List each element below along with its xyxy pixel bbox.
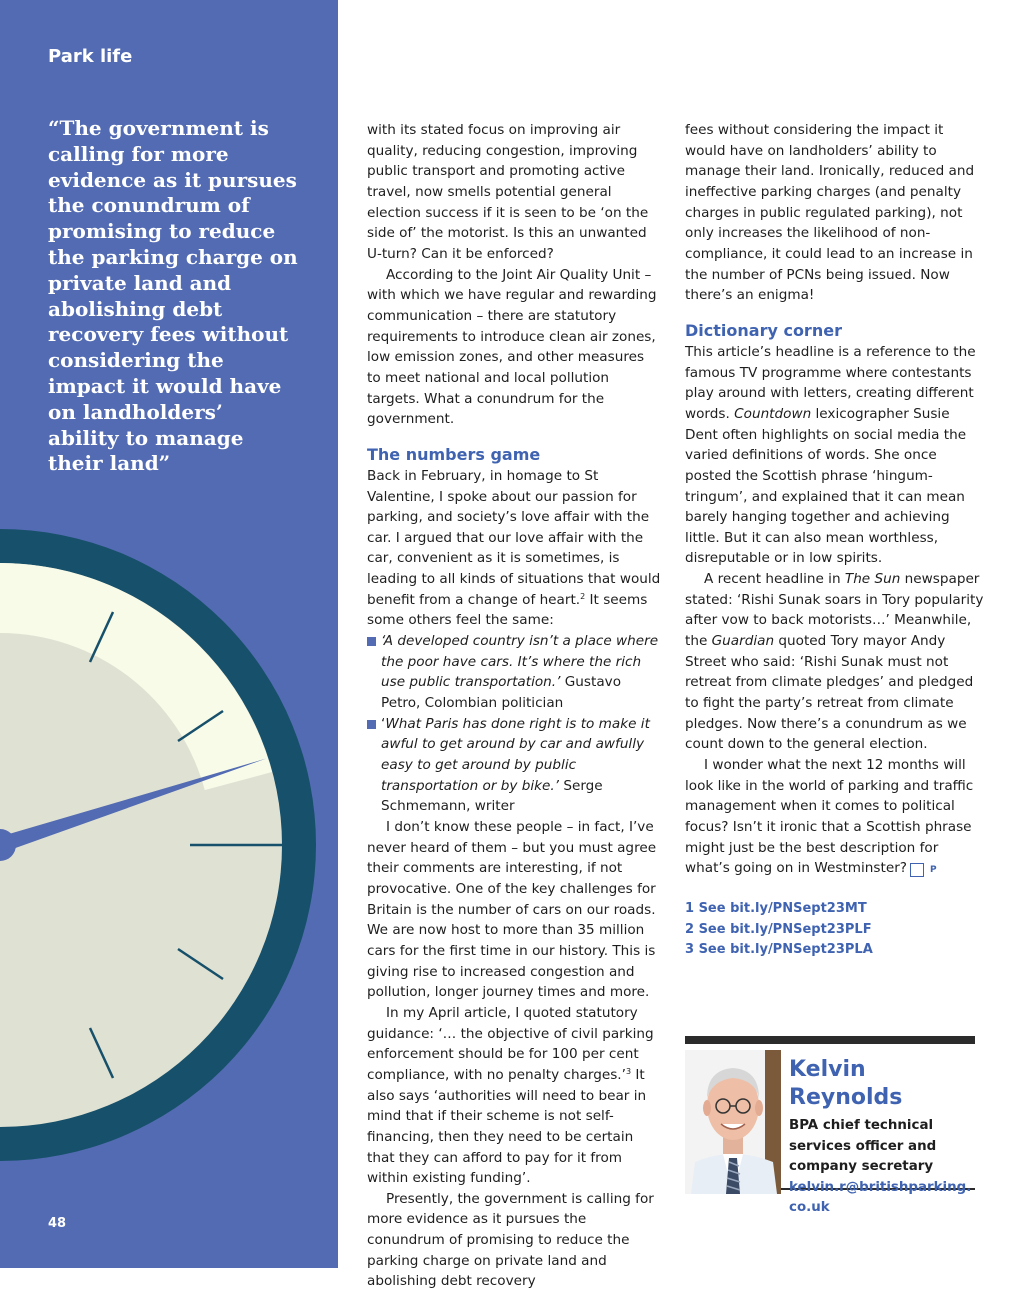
article-column-2 (685, 120, 985, 961)
article-column-1 (367, 120, 661, 1292)
sidebar-panel (0, 0, 338, 1268)
show-title: Countdown (734, 405, 812, 422)
publication-title: The Sun (844, 571, 901, 588)
footnote-prefix: 1 See (685, 900, 731, 916)
author-role: BPA chief technical services officer and company secretary (789, 1118, 937, 1175)
footnote-ref: 3 (625, 1066, 632, 1076)
footnote-prefix: 3 See (685, 942, 731, 958)
paragraph-text: In my April article, I quoted statutory guidance: ‘… the objective of civil parking enforcement should be for 100 per cent compliance, with no penalty charges.’ (367, 1004, 654, 1083)
footnote-prefix: 2 See (685, 921, 731, 937)
paragraph-text: I wonder what the next 12 months will look like in the world of parking and traffic management when it comes to political focus? Isn’t it ironic that a Scottish phrase might just be the best description for what’s going on in Westminster? (685, 757, 974, 877)
paragraph-text: quoted Tory mayor Andy Street who said: ‘Rishi Sunak must not retreat from climate pledges’ and pledged to fight the party’s retreat from climate pledges. Now there’s a conundrum as we count down to the general election. (685, 633, 974, 753)
subheading-numbers-game: The numbers game (367, 444, 541, 464)
paragraph: with its stated focus on improving air quality, reducing congestion, improving public transport and promoting active travel, now smells potential general election success if it is seen to be ‘on the side of’ the motorist. Is this an unwanted U-turn? Can it be enforced? (367, 122, 649, 262)
publication-title: Guardian (711, 633, 775, 650)
quote-attribution: Serge Schmemann, writer (381, 777, 603, 815)
author-name: Kelvin Reynolds (789, 1057, 903, 1110)
quote-open-mark: ‘ (381, 715, 386, 732)
paragraph (367, 1003, 661, 1189)
paragraph-text: A recent headline in (704, 571, 845, 588)
footnote-link[interactable]: bit.ly/PNSept23PLA (730, 942, 873, 958)
quote-text: What Paris has done right is to make it awful to get around by car and awfully easy to get around by public transportation or by bike.’ (381, 715, 650, 794)
paragraph (685, 342, 985, 569)
bullet-square-icon (367, 637, 376, 646)
paragraph-text: Back in February, in homage to St Valentine, I spoke about our passion for parking, and society’s love affair with the car. I argued that our love affair with the car, convenient as it is sometimes, is leading to all kinds of situations that would benefit from a change of heart. (367, 467, 661, 608)
author-photo (685, 1050, 781, 1194)
subheading-dictionary-corner: Dictionary corner (685, 320, 842, 340)
author-info (789, 1056, 979, 1219)
parking-end-icon: P (910, 863, 924, 877)
footnote-link[interactable]: bit.ly/PNSept23PLF (730, 921, 872, 937)
paragraph-text: newspaper stated: ‘Rishi Sunak soars in Tory popularity after vow to back motorists…’ Meanwhile, the (685, 571, 984, 650)
paragraph (685, 569, 985, 755)
paragraph: I don’t know these people – in fact, I’ve never heard of them – but you must agree their comments are interesting, if not provocative. One of the key challenges for Britain is the number of cars on our roads. We are now host to more than 35 million cars for the first time in our history. This is giving rise to increased congestion and pollution, longer journey times and more. (367, 819, 657, 1001)
bullet-item (367, 714, 661, 817)
paragraph-text: It seems some others feel the same: (367, 591, 648, 629)
footnote-item (685, 899, 985, 920)
footnotes (685, 899, 985, 961)
author-email-link[interactable]: kelvin.r@britishparking.co.uk (789, 1179, 972, 1216)
author-box (685, 1036, 975, 1216)
author-portrait-image (685, 1050, 781, 1194)
paragraph-text: lexicographer Susie Dent often highlights on social media the varied definitions of words. She once posted the Scottish phrase ‘hingum-tringum’, and explained that it can mean barely hanging together and achieving little. But it can also mean worthless, disreputable or in low spirits. (685, 405, 967, 567)
quote-attribution: Gustavo Petro, Colombian politician (381, 674, 622, 712)
footnote-ref: 2 (580, 591, 586, 601)
paragraph: According to the Joint Air Quality Unit – with which we have regular and rewarding communication – there are statutory requirements to introduce clean air zones, low emission zones, and other measures to meet national and local pollution targets. What a conundrum for the government. (367, 266, 657, 428)
section-label: Park life (48, 46, 133, 67)
quote-text: ‘A developed country isn’t a place where the poor have cars. It’s where the rich use public transportation.’ (381, 633, 659, 691)
footnote-item (685, 920, 985, 941)
paragraph-text: This article’s headline is a reference to the famous TV programme where contestants play around with letters, creating different words. (685, 343, 976, 422)
paragraph: Presently, the government is calling for more evidence as it pursues the conundrum of promising to reduce the parking charge on private land and abolishing debt recovery (367, 1190, 654, 1290)
bullet-square-icon (367, 720, 376, 729)
paragraph: fees without considering the impact it would have on landholders’ ability to manage their land. Ironically, reduced and ineffective parking charges (and penalty charges in public regulated parking), not only increases the likelihood of non-compliance, it could lead to an increase in the number of PCNs being issued. Now there’s an enigma! (685, 122, 975, 304)
footnote-item (685, 940, 985, 961)
paragraph-text: It also says ‘authorities will need to bear in mind that if their scheme is not self-financing, then they need to be certain that they can afford to pay for it from within existing funding’. (367, 1066, 647, 1187)
paragraph (367, 466, 661, 631)
footnote-link[interactable]: bit.ly/PNSept23MT (730, 900, 867, 916)
bullet-item (367, 631, 661, 714)
paragraph (685, 755, 985, 879)
pull-quote: “The government is calling for more evidence as it pursues the conundrum of promising to reduce the parking charge on private land and abolishing debt recovery fees without considering the impact it would have on landholders’ ability to manage their land” (48, 116, 298, 476)
page-number: 48 (48, 1216, 67, 1231)
